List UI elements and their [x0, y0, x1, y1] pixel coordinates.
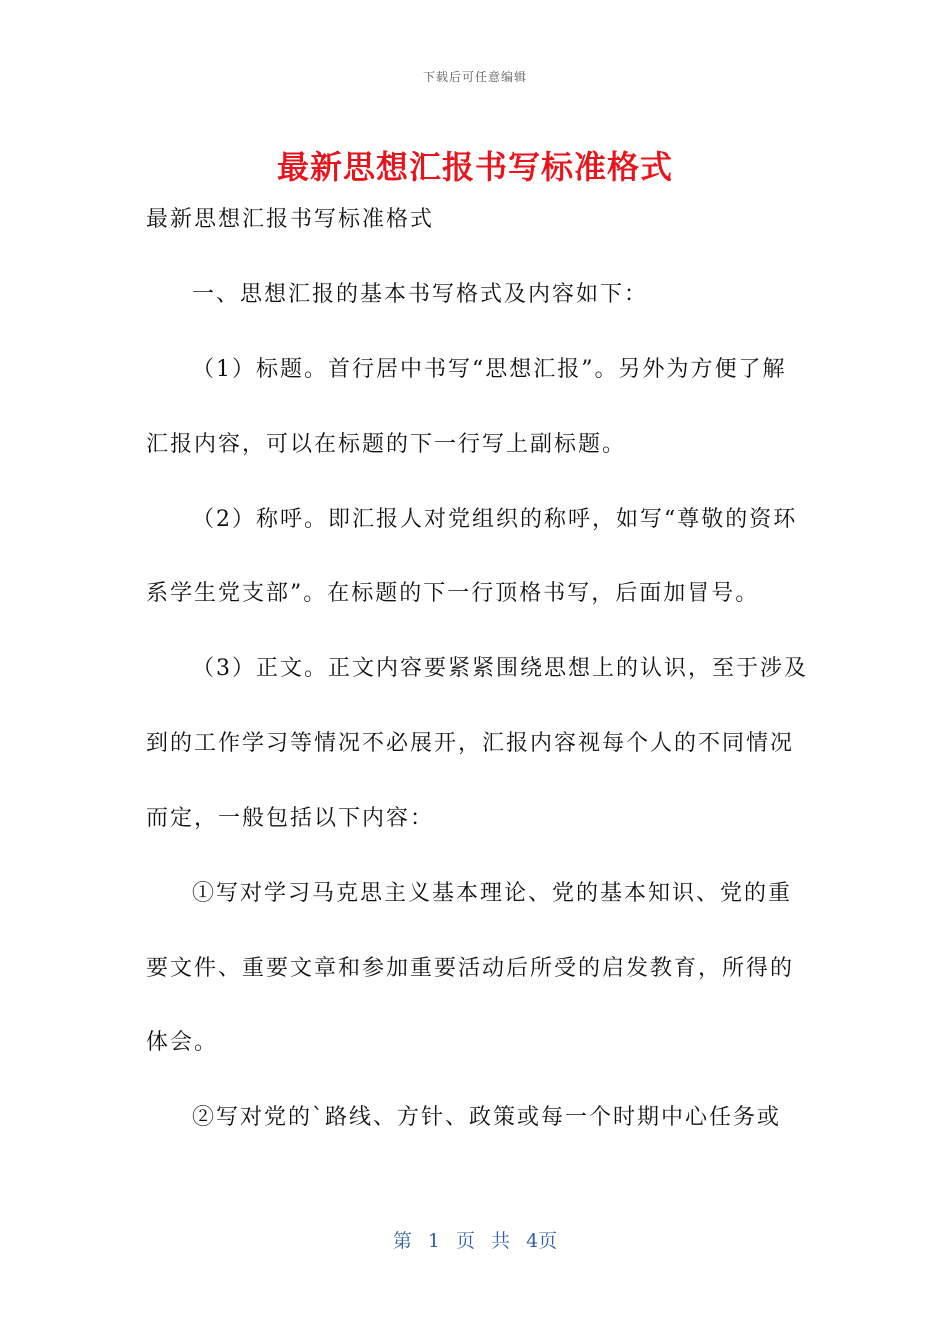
body-line: （2）称呼。即汇报人对党组织的称呼，如写“尊敬的资环: [192, 507, 798, 532]
body-line: 系学生党支部”。在标题的下一行顶格书写，后面加冒号。: [146, 581, 760, 606]
body-line: （3）正文。正文内容要紧紧围绕思想上的认识，至于涉及: [192, 656, 808, 681]
body-line: 汇报内容，可以在标题的下一行写上副标题。: [146, 432, 627, 457]
body-line: 最新思想汇报书写标准格式: [146, 207, 435, 232]
body-line: 要文件、重要文章和参加重要活动后所受的启发教育，所得的: [146, 956, 795, 981]
body-line: ①写对学习马克思主义基本理论、党的基本知识、党的重: [192, 881, 793, 906]
body-line: （1）标题。首行居中书写“思想汇报”。另外为方便了解: [192, 357, 787, 382]
header-note: 下载后可任意编辑: [422, 70, 527, 84]
body-line: 到的工作学习等情况不必展开，汇报内容视每个人的不同情况: [146, 731, 795, 756]
body-line: 体会。: [146, 1030, 219, 1055]
body-line: 一、思想汇报的基本书写格式及内容如下：: [192, 282, 649, 307]
document-title: 最新思想汇报书写标准格式: [276, 148, 673, 186]
body-line: 而定，一般包括以下内容：: [146, 806, 435, 831]
page-number-footer: 第 1 页 共 4页: [392, 1230, 558, 1252]
body-line: ②写对党的`路线、方针、政策或每一个时期中心任务或: [192, 1105, 782, 1130]
